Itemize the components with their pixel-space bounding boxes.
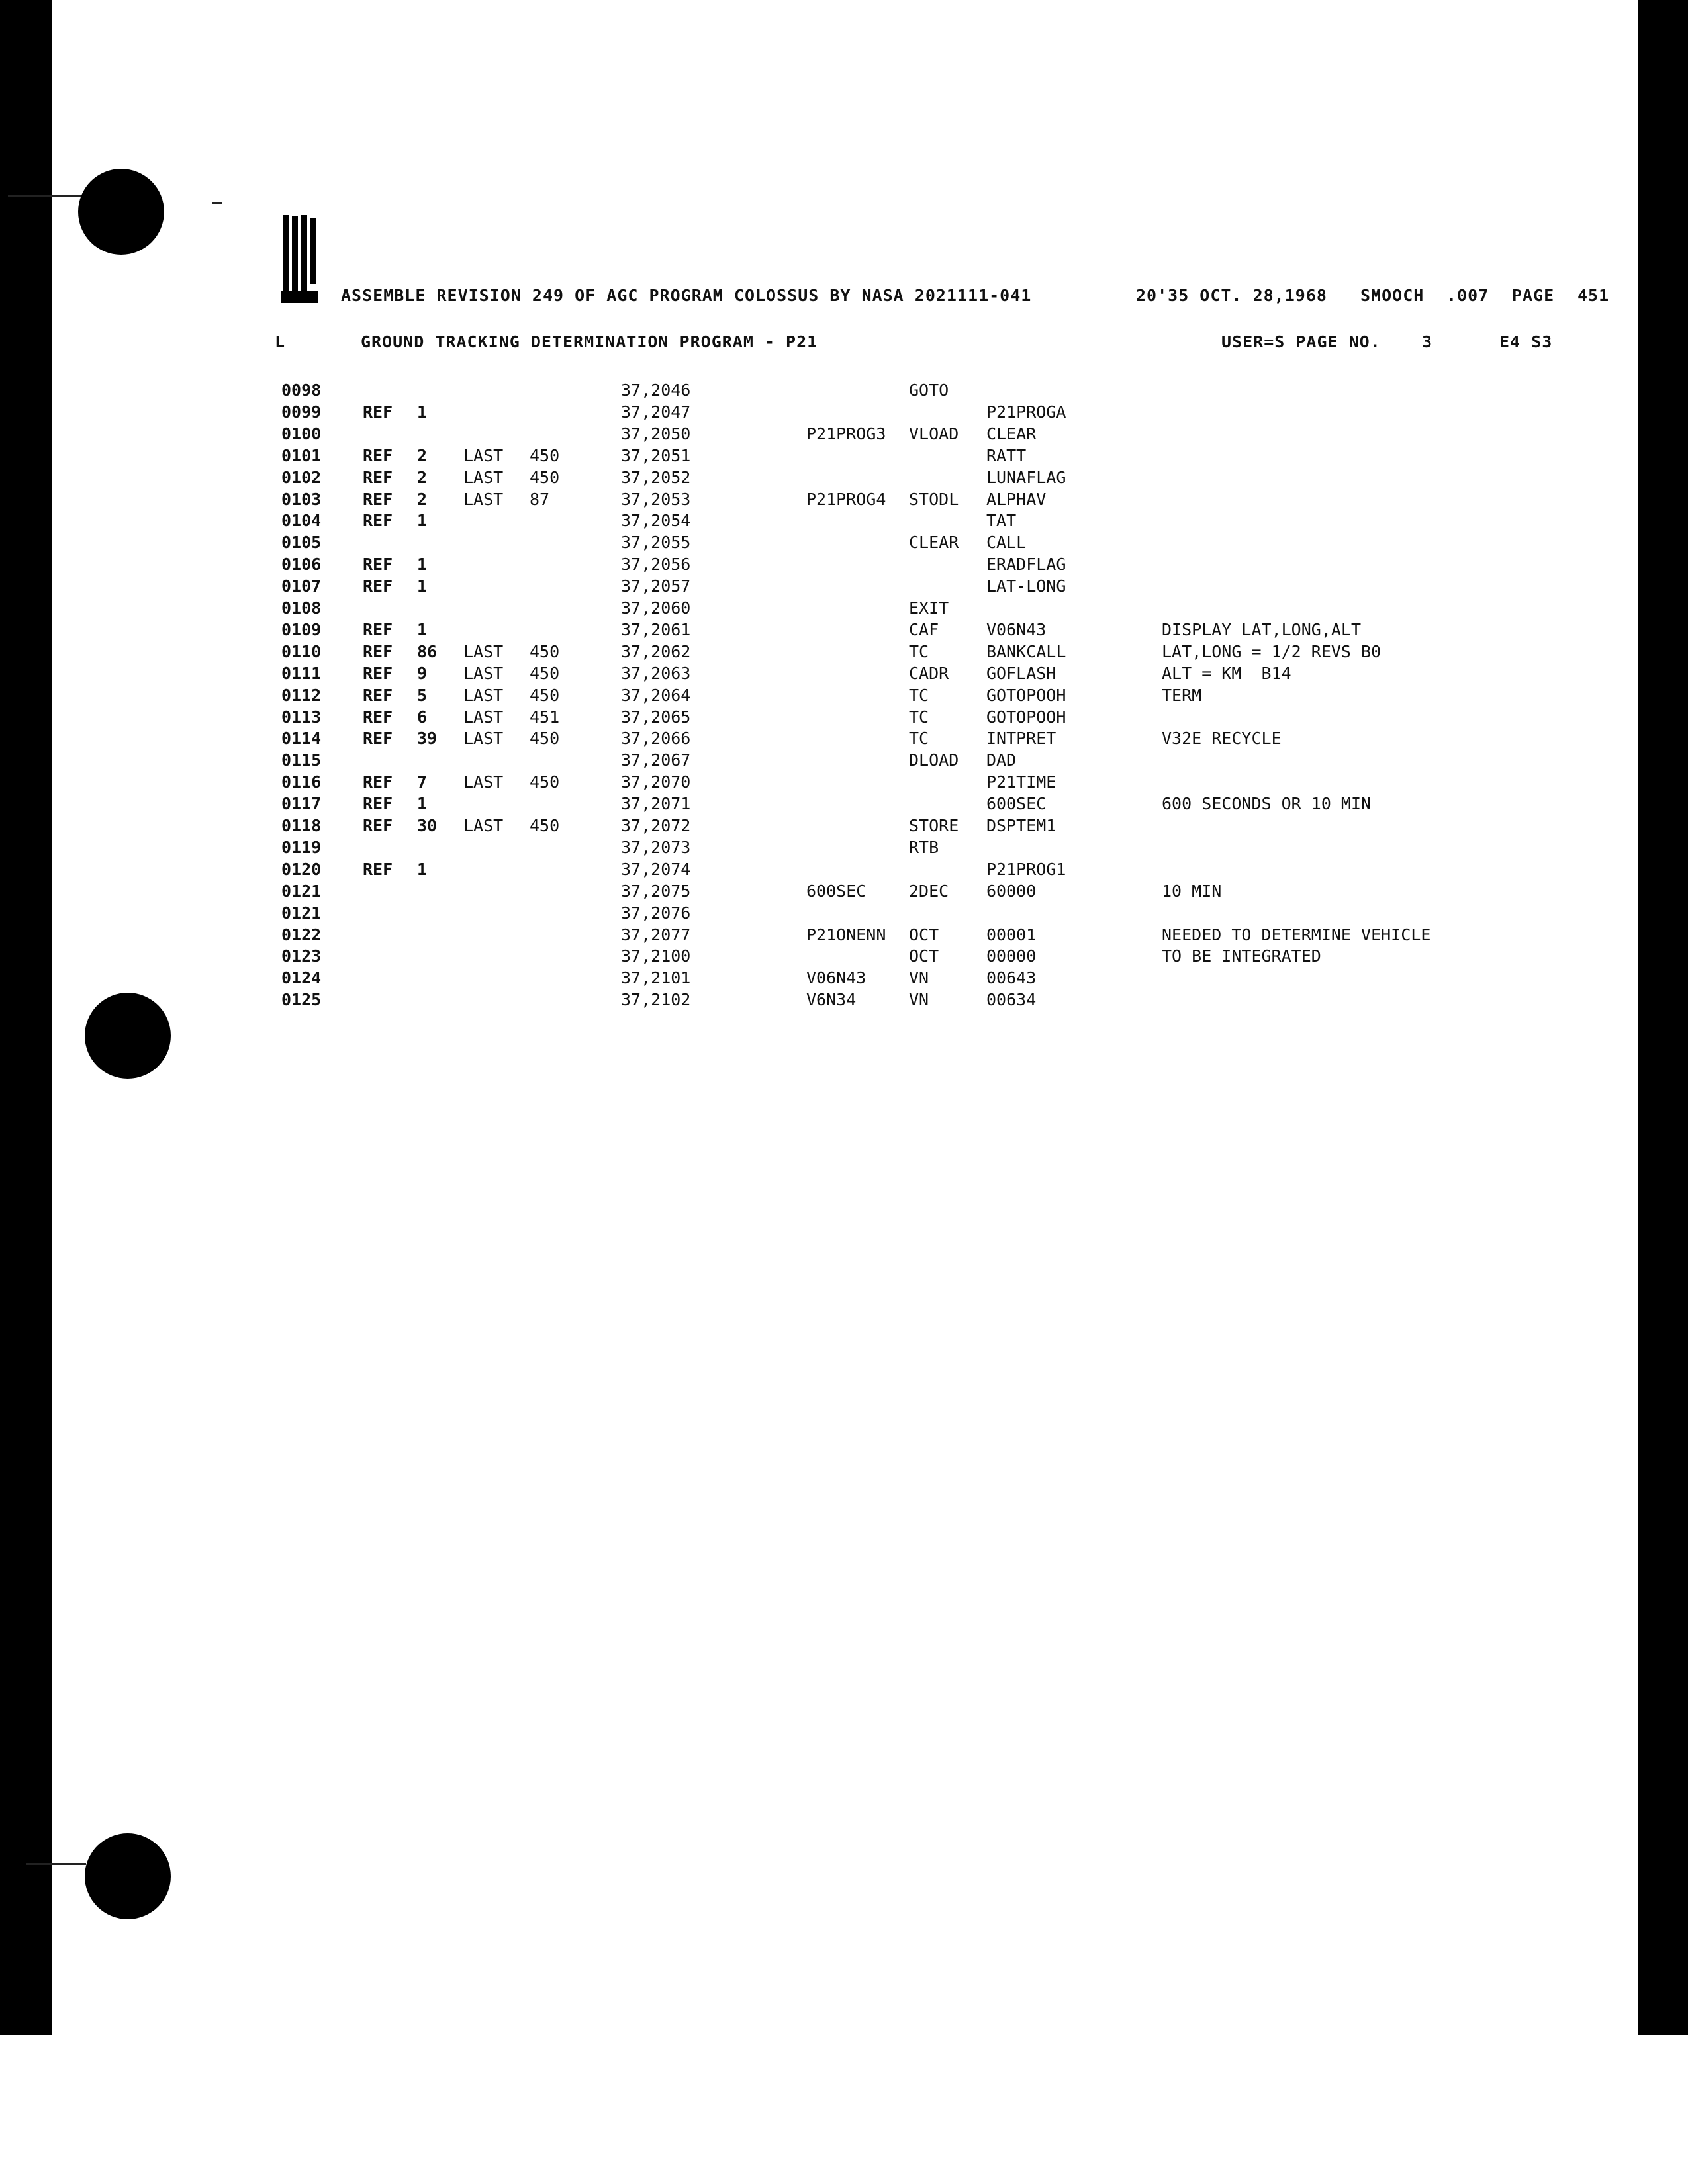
listing-line: 0112 (281, 685, 322, 705)
listing-addr: 37,2053 (621, 489, 691, 509)
listing-comment: NEEDED TO DETERMINE VEHICLE (1162, 925, 1431, 944)
listing-refnum: 2 (417, 489, 428, 509)
listing-lastnum: 450 (530, 467, 560, 487)
punch-hole-bottom (85, 1833, 171, 1919)
listing-op: CADR (909, 663, 949, 683)
listing-op: OCT (909, 925, 939, 944)
punch-hole-tick-top (8, 195, 81, 197)
listing-op: TC (909, 707, 929, 727)
listing-op: VN (909, 968, 929, 988)
listing-addr: 37,2061 (621, 619, 691, 639)
listing-addr: 37,2077 (621, 925, 691, 944)
listing-operand: CALL (986, 533, 1027, 553)
listing-operand: TAT (986, 511, 1017, 531)
listing-refnum: 1 (417, 576, 428, 596)
listing-ref: REF (363, 555, 393, 574)
listing-line: 0125 (281, 990, 322, 1010)
listing-lastnum: 450 (530, 663, 560, 683)
listing-addr: 37,2051 (621, 445, 691, 465)
listing-line: 0106 (281, 555, 322, 574)
section-title: GROUND TRACKING DETERMINATION PROGRAM - P21 (361, 332, 818, 351)
punch-hole-top (78, 169, 164, 255)
listing-refnum: 2 (417, 467, 428, 487)
listing-operand: V06N43 (986, 619, 1047, 639)
listing-ref: REF (363, 794, 393, 814)
listing-line: 0119 (281, 837, 322, 857)
listing-operand: GOFLASH (986, 663, 1056, 683)
listing-operand: 00001 (986, 925, 1037, 944)
listing-line: 0101 (281, 445, 322, 465)
listing-line: 0118 (281, 816, 322, 835)
listing-line: 0117 (281, 794, 322, 814)
listing-operand: LAT-LONG (986, 576, 1066, 596)
listing-operand: ERADFLAG (986, 555, 1066, 574)
listing-addr: 37,2101 (621, 968, 691, 988)
listing-ref: REF (363, 641, 393, 661)
listing-line: 0121 (281, 903, 322, 923)
listing-label: 600SEC (806, 881, 867, 901)
listing-op: GOTO (909, 381, 949, 400)
listing-addr: 37,2076 (621, 903, 691, 923)
listing-op: VLOAD (909, 424, 959, 443)
listing-lastnum: 450 (530, 641, 560, 661)
listing-comment: DISPLAY LAT,LONG,ALT (1162, 619, 1362, 639)
margin-dash (212, 202, 222, 204)
listing-op: CAF (909, 619, 939, 639)
page-label: PAGE (1512, 286, 1555, 305)
listing-last: LAST (463, 772, 504, 792)
listing-refnum: 1 (417, 555, 428, 574)
listing-line: 0107 (281, 576, 322, 596)
listing-line: 0110 (281, 641, 322, 661)
listing-addr: 37,2052 (621, 467, 691, 487)
listing-line: 0102 (281, 467, 322, 487)
listing-last: LAST (463, 729, 504, 749)
listing-refnum: 9 (417, 663, 428, 683)
listing-operand: 600SEC (986, 794, 1047, 814)
listing-refnum: 7 (417, 772, 428, 792)
user-page-number: 3 (1422, 332, 1433, 351)
listing-comment: TERM (1162, 685, 1202, 705)
listing-refnum: 39 (417, 729, 438, 749)
listing-operand: 00000 (986, 946, 1037, 966)
version: .007 (1446, 286, 1489, 305)
listing-last: LAST (463, 467, 504, 487)
listing-line: 0116 (281, 772, 322, 792)
listing-label: P21PROG3 (806, 424, 886, 443)
listing-op: STORE (909, 816, 959, 835)
listing-op: TC (909, 729, 929, 749)
listing-ref: REF (363, 619, 393, 639)
listing-lastnum: 451 (530, 707, 560, 727)
printer-logo-icon (281, 215, 321, 308)
listing-line: 0109 (281, 619, 322, 639)
listing-label: V06N43 (806, 968, 867, 988)
listing-op: TC (909, 641, 929, 661)
listing-operand: DSPTEM1 (986, 816, 1056, 835)
listing-op: RTB (909, 837, 939, 857)
listing-refnum: 5 (417, 685, 428, 705)
listing-addr: 37,2073 (621, 837, 691, 857)
listing-line: 0121 (281, 881, 322, 901)
listing-comment: LAT,LONG = 1/2 REVS B0 (1162, 641, 1382, 661)
listing-ref: REF (363, 663, 393, 683)
listing-refnum: 1 (417, 794, 428, 814)
listing-line: 0123 (281, 946, 322, 966)
listing-operand: 60000 (986, 881, 1037, 901)
listing-lastnum: 450 (530, 445, 560, 465)
listing-ref: REF (363, 729, 393, 749)
listing-line: 0124 (281, 968, 322, 988)
listing-line: 0111 (281, 663, 322, 683)
listing-last: LAST (463, 663, 504, 683)
listing-lastnum: 450 (530, 816, 560, 835)
listing-lastnum: 87 (530, 489, 550, 509)
listing-operand: INTPRET (986, 729, 1056, 749)
listing-addr: 37,2065 (621, 707, 691, 727)
listing-addr: 37,2062 (621, 641, 691, 661)
listing-operand: P21TIME (986, 772, 1056, 792)
listing-refnum: 1 (417, 511, 428, 531)
listing-comment: 600 SECONDS OR 10 MIN (1162, 794, 1372, 814)
listing-addr: 37,2047 (621, 402, 691, 422)
listing-line: 0115 (281, 751, 322, 770)
listing-addr: 37,2056 (621, 555, 691, 574)
listing-refnum: 30 (417, 816, 438, 835)
listing-addr: 37,2075 (621, 881, 691, 901)
listing-op: CLEAR (909, 533, 959, 553)
listing-operand: LUNAFLAG (986, 467, 1066, 487)
listing-addr: 37,2067 (621, 751, 691, 770)
listing-addr: 37,2074 (621, 859, 691, 879)
listing-addr: 37,2100 (621, 946, 691, 966)
listing-line: 0114 (281, 729, 322, 749)
listing-operand: P21PROG1 (986, 859, 1066, 879)
listing-addr: 37,2072 (621, 816, 691, 835)
scan-border-left (0, 0, 52, 2035)
listing-refnum: 1 (417, 619, 428, 639)
listing-lastnum: 450 (530, 729, 560, 749)
listing-label: P21PROG4 (806, 489, 886, 509)
listing-addr: 37,2057 (621, 576, 691, 596)
listing-line: 0103 (281, 489, 322, 509)
listing-addr: 37,2050 (621, 424, 691, 443)
listing-line: 0104 (281, 511, 322, 531)
scan-border-right (1638, 0, 1688, 2035)
listing-addr: 37,2046 (621, 381, 691, 400)
listing-line: 0099 (281, 402, 322, 422)
listing-operand: ALPHAV (986, 489, 1047, 509)
listing-op: VN (909, 990, 929, 1010)
listing-addr: 37,2055 (621, 533, 691, 553)
listing-operand: DAD (986, 751, 1017, 770)
listing-refnum: 2 (417, 445, 428, 465)
listing-op: 2DEC (909, 881, 949, 901)
listing-last: LAST (463, 641, 504, 661)
listing-addr: 37,2064 (621, 685, 691, 705)
listing-comment: V32E RECYCLE (1162, 729, 1282, 749)
listing-op: DLOAD (909, 751, 959, 770)
listing-ref: REF (363, 685, 393, 705)
listing-last: LAST (463, 685, 504, 705)
listing-ref: REF (363, 576, 393, 596)
listing-ref: REF (363, 816, 393, 835)
listing-addr: 37,2102 (621, 990, 691, 1010)
listing-line: 0122 (281, 925, 322, 944)
page-margin-bottom (0, 2035, 1688, 2184)
listing-operand: GOTOPOOH (986, 707, 1066, 727)
listing-refnum: 1 (417, 859, 428, 879)
listing-last: LAST (463, 816, 504, 835)
section-marker: L (275, 332, 286, 351)
punch-hole-tick-bottom (26, 1863, 86, 1865)
listing-ref: REF (363, 489, 393, 509)
listing-ref: REF (363, 859, 393, 879)
listing-ref: REF (363, 511, 393, 531)
listing-op: TC (909, 685, 929, 705)
listing-addr: 37,2070 (621, 772, 691, 792)
listing-refnum: 86 (417, 641, 438, 661)
listing-label: V6N34 (806, 990, 857, 1010)
page-number: 451 (1577, 286, 1610, 305)
listing-line: 0120 (281, 859, 322, 879)
listing-line: 0108 (281, 598, 322, 617)
listing-addr: 37,2071 (621, 794, 691, 814)
listing-addr: 37,2063 (621, 663, 691, 683)
listing-operand: BANKCALL (986, 641, 1066, 661)
listing-op: EXIT (909, 598, 949, 617)
listing-lastnum: 450 (530, 772, 560, 792)
listing-line: 0098 (281, 381, 322, 400)
listing-last: LAST (463, 489, 504, 509)
punch-hole-middle (85, 993, 171, 1079)
listing-line: 0105 (281, 533, 322, 553)
assemble-line: ASSEMBLE REVISION 249 OF AGC PROGRAM COLOSSUS BY NASA 2021111-041 (341, 286, 1032, 305)
listing-refnum: 6 (417, 707, 428, 727)
user-page-label: USER=S PAGE NO. (1221, 332, 1381, 351)
listing-comment: 10 MIN (1162, 881, 1222, 901)
listing-ref: REF (363, 402, 393, 422)
listing-comment: TO BE INTEGRATED (1162, 946, 1321, 966)
listing-label: P21ONENN (806, 925, 886, 944)
listing-operand: RATT (986, 445, 1027, 465)
timestamp: 20'35 OCT. 28,1968 (1136, 286, 1327, 305)
listing-operand: P21PROGA (986, 402, 1066, 422)
listing-last: LAST (463, 707, 504, 727)
listing-ref: REF (363, 467, 393, 487)
listing-lastnum: 450 (530, 685, 560, 705)
user-name: SMOOCH (1360, 286, 1425, 305)
listing-op: OCT (909, 946, 939, 966)
listing-operand: CLEAR (986, 424, 1037, 443)
listing-ref: REF (363, 772, 393, 792)
listing-operand: 00643 (986, 968, 1037, 988)
listing-ref: REF (363, 445, 393, 465)
listing-line: 0113 (281, 707, 322, 727)
listing-last: LAST (463, 445, 504, 465)
listing-refnum: 1 (417, 402, 428, 422)
listing-comment: ALT = KM B14 (1162, 663, 1291, 683)
listing-operand: GOTOPOOH (986, 685, 1066, 705)
listing-op: STODL (909, 489, 959, 509)
sheet-code: E4 S3 (1499, 332, 1553, 351)
listing-addr: 37,2054 (621, 511, 691, 531)
listing-ref: REF (363, 707, 393, 727)
listing-addr: 37,2066 (621, 729, 691, 749)
listing-operand: 00634 (986, 990, 1037, 1010)
listing-addr: 37,2060 (621, 598, 691, 617)
listing-line: 0100 (281, 424, 322, 443)
